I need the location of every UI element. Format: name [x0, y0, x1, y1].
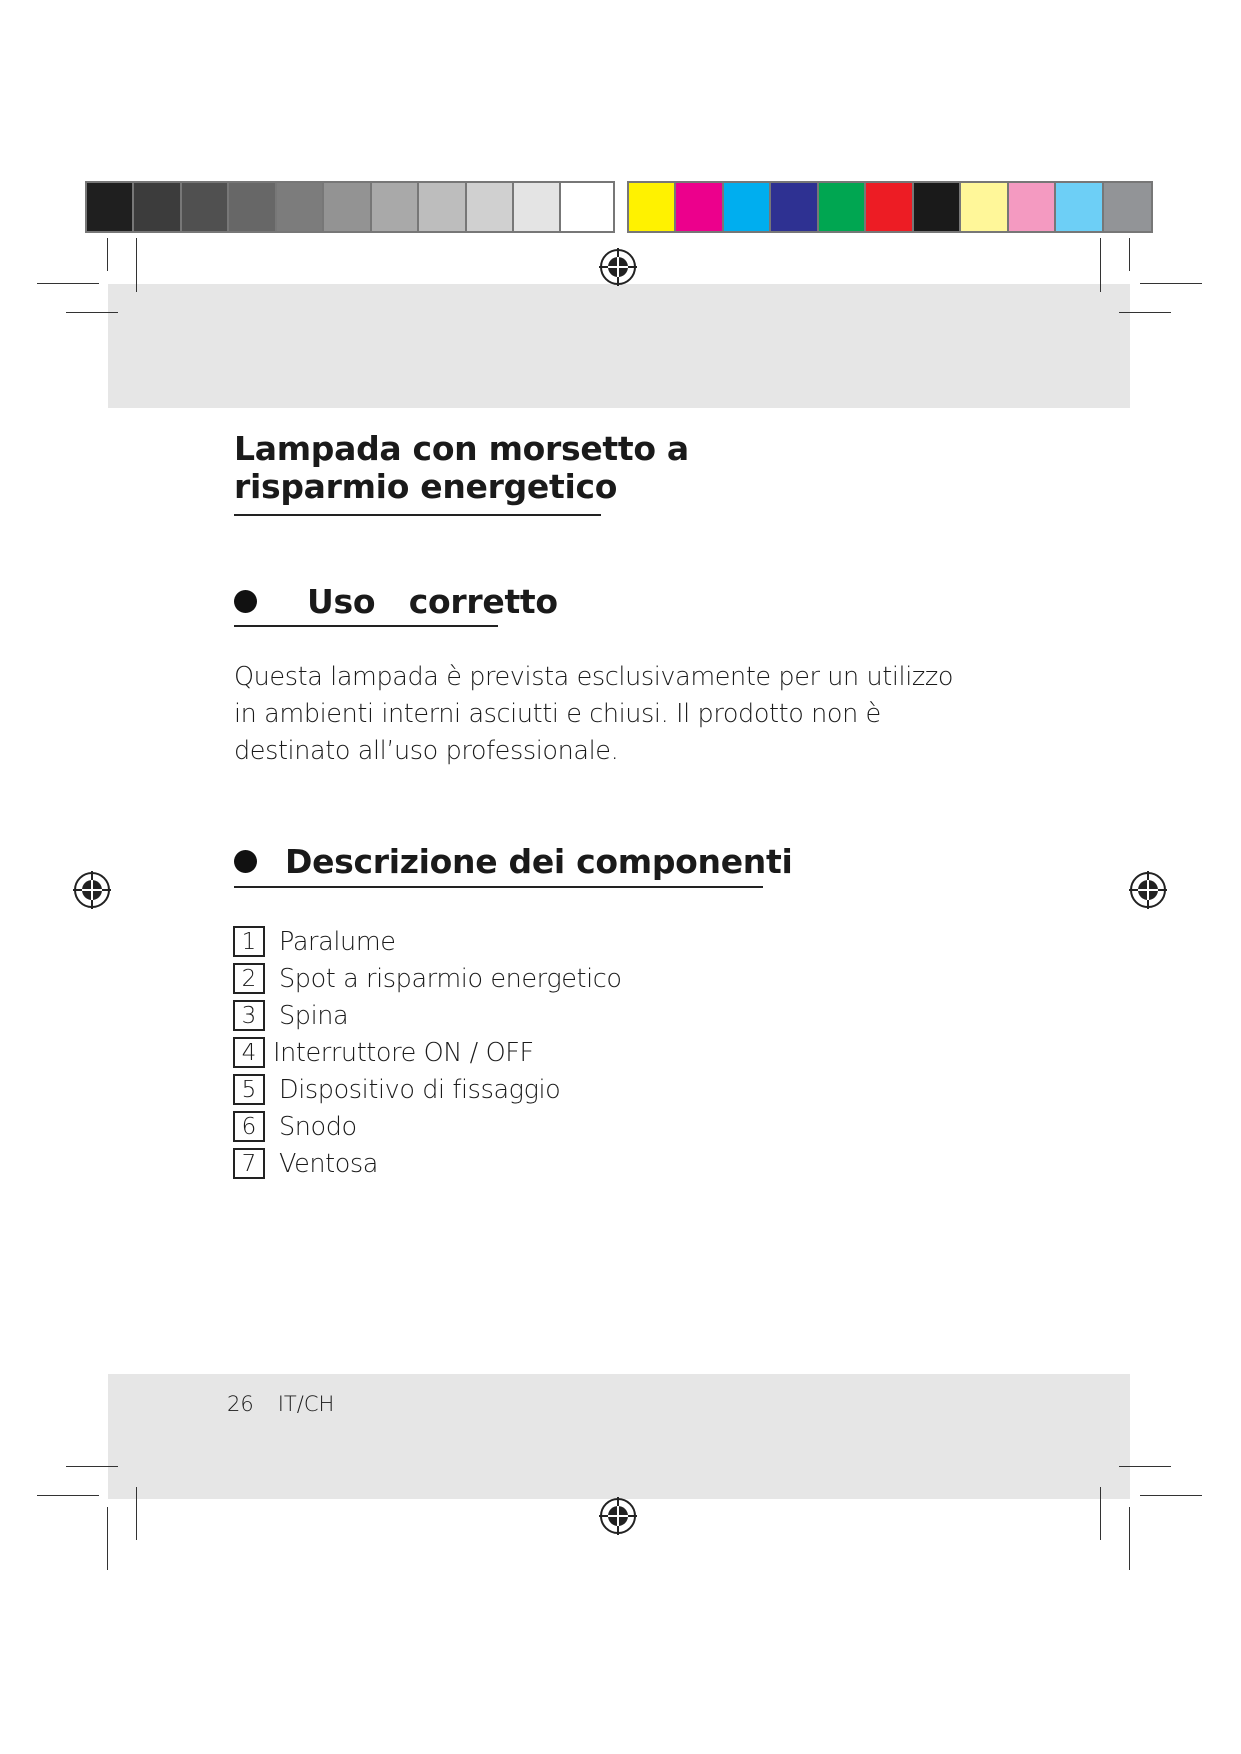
part-label: Interruttore ON / OFF: [273, 1037, 534, 1068]
section-heading-intended-use: [234, 582, 558, 621]
list-item: [233, 1071, 622, 1108]
list-item: [233, 960, 622, 997]
gray-swatch: [324, 183, 371, 231]
bullet-icon: [234, 590, 257, 613]
part-number-box: 4: [233, 1037, 265, 1068]
color-swatch: [819, 183, 866, 231]
gray-swatch: [467, 183, 514, 231]
part-label: Spina: [279, 1000, 349, 1031]
color-swatch: [1009, 183, 1056, 231]
crop-mark: [1100, 238, 1101, 292]
list-item: [233, 1145, 622, 1182]
part-label: Dispositivo di fissaggio: [279, 1074, 561, 1105]
list-item: [233, 997, 622, 1034]
crop-mark: [136, 238, 137, 292]
color-swatch: [961, 183, 1008, 231]
part-number-box: 7: [233, 1148, 265, 1179]
registration-mark-icon: [1128, 870, 1168, 910]
list-item: [233, 1108, 622, 1145]
color-swatch: [1056, 183, 1103, 231]
gray-swatch: [277, 183, 324, 231]
color-swatch: [914, 183, 961, 231]
gray-swatch: [561, 183, 608, 231]
crop-mark: [66, 1466, 118, 1467]
gray-swatch: [134, 183, 181, 231]
registration-mark-icon: [598, 247, 638, 287]
gray-swatch: [182, 183, 229, 231]
section-title: Uso corretto: [307, 582, 558, 621]
section-title: Descrizione dei componenti: [285, 842, 793, 881]
crop-mark: [66, 312, 118, 313]
gray-swatch: [229, 183, 276, 231]
color-swatch: [771, 183, 818, 231]
registration-mark-icon: [72, 870, 112, 910]
title-underline: [234, 514, 601, 516]
components-list: [233, 923, 622, 1182]
part-number-box: 5: [233, 1074, 265, 1105]
page-title: [234, 430, 689, 506]
color-swatch: [866, 183, 913, 231]
crop-mark: [107, 238, 108, 271]
color-calibration-bar: [627, 181, 1153, 233]
gray-swatch: [372, 183, 419, 231]
part-label: Ventosa: [279, 1148, 379, 1179]
header-band: [108, 284, 1130, 408]
crop-mark: [1129, 1507, 1130, 1570]
part-number-box: 1: [233, 926, 265, 957]
crop-mark: [1119, 1466, 1171, 1467]
crop-mark: [1129, 238, 1130, 271]
section-underline: [234, 886, 763, 888]
crop-mark: [1140, 283, 1202, 284]
part-label: Snodo: [279, 1111, 357, 1142]
part-number-box: 6: [233, 1111, 265, 1142]
page-number: 26: [227, 1392, 254, 1416]
crop-mark: [107, 1507, 108, 1570]
part-number-box: 2: [233, 963, 265, 994]
color-swatch: [629, 183, 676, 231]
page-footer: [227, 1392, 334, 1416]
bullet-icon: [234, 850, 257, 873]
list-item: [233, 923, 622, 960]
part-number-box: 3: [233, 1000, 265, 1031]
part-label: Paralume: [279, 926, 396, 957]
gray-swatch: [514, 183, 561, 231]
crop-mark: [1100, 1487, 1101, 1540]
section-heading-components: [234, 842, 793, 881]
color-swatch: [676, 183, 723, 231]
crop-mark: [37, 283, 99, 284]
crop-mark: [136, 1487, 137, 1540]
registration-mark-icon: [598, 1496, 638, 1536]
language-code: IT/CH: [277, 1392, 335, 1416]
crop-mark: [1119, 312, 1171, 313]
gray-swatch: [419, 183, 466, 231]
intended-use-paragraph: Questa lampada è prevista esclusivamente per un utilizzo in ambienti interni asciutti e chiusi. Il prodotto non è destinato all’uso professionale.: [234, 662, 954, 766]
gray-swatch: [87, 183, 134, 231]
crop-mark: [1140, 1495, 1202, 1496]
color-swatch: [724, 183, 771, 231]
list-item: [233, 1034, 622, 1071]
title-line-2: risparmio energetico: [234, 467, 618, 506]
crop-mark: [37, 1495, 99, 1496]
color-swatch: [1104, 183, 1151, 231]
section-underline: [234, 625, 498, 627]
grayscale-calibration-bar: [85, 181, 615, 233]
part-label: Spot a risparmio energetico: [279, 963, 622, 994]
title-line-1: Lampada con morsetto a: [234, 429, 689, 468]
